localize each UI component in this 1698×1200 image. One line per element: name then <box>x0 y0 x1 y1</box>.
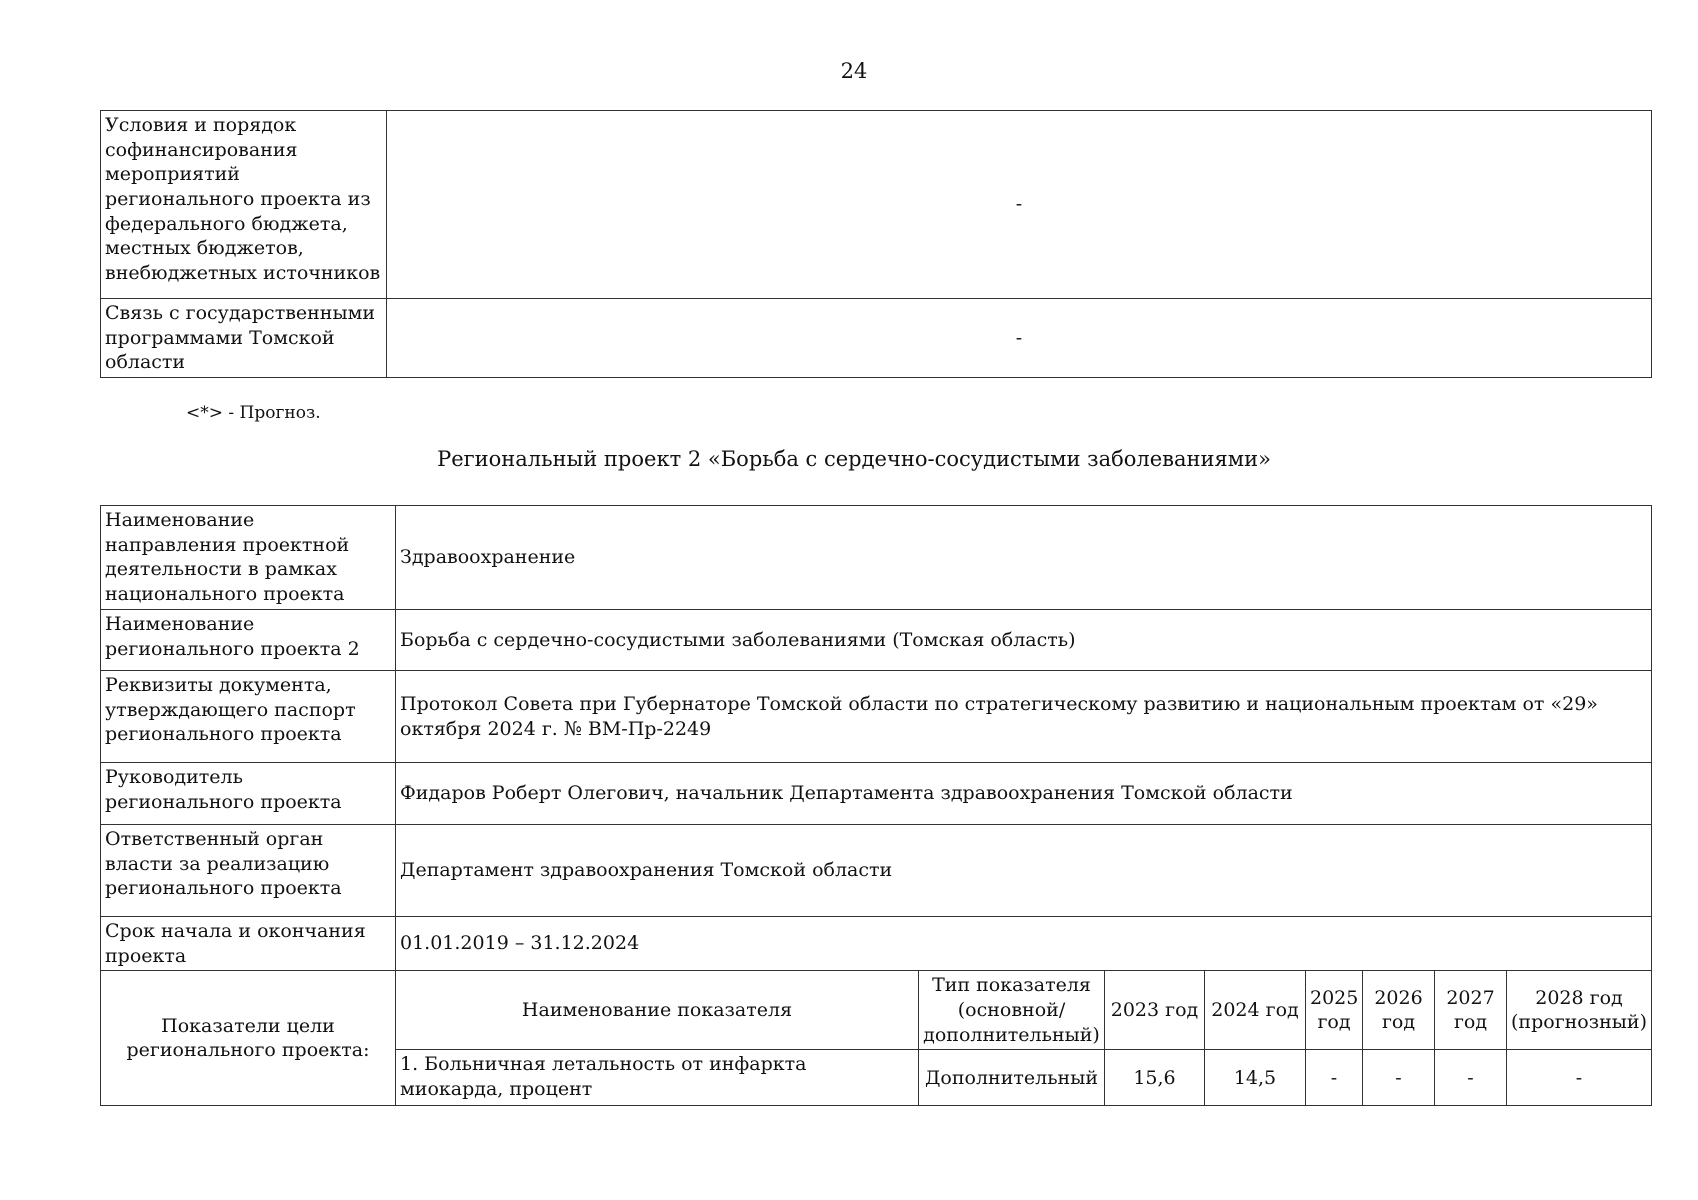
row-label: Реквизиты документа, утверждающего паспорт регионального проекта <box>101 671 396 763</box>
row-value: Протокол Совета при Губернаторе Томской области по стратегическому развитию и национальным проектам от «29» октября 2024 г. № ВМ-Пр-2249 <box>396 671 1652 763</box>
indicator-2024: 14,5 <box>1205 1050 1306 1106</box>
section-title: Региональный проект 2 «Борьба с сердечно-сосудистыми заболеваниями» <box>437 447 1271 471</box>
table-row <box>101 610 1652 671</box>
project-passport-table <box>100 505 1652 1106</box>
row-label: Руководитель регионального проекта <box>101 763 396 825</box>
indicators-label: Показатели цели регионального проекта: <box>101 971 396 1106</box>
row-label: Связь с государственными программами Томской области <box>101 299 387 378</box>
table-row <box>101 299 1652 378</box>
header-name: Наименование показателя <box>396 971 919 1050</box>
header-2027: 2027 год <box>1435 971 1507 1050</box>
row-label: Наименование регионального проекта 2 <box>101 610 396 671</box>
indicator-2028: - <box>1507 1050 1652 1106</box>
indicators-header-row <box>101 971 1652 1050</box>
cofinancing-table <box>100 110 1652 378</box>
indicator-2025: - <box>1306 1050 1363 1106</box>
row-value: Борьба с сердечно-сосудистыми заболеваниями (Томская область) <box>396 610 1652 671</box>
row-value: Фидаров Роберт Олегович, начальник Департамента здравоохранения Томской области <box>396 763 1652 825</box>
indicator-2027: - <box>1435 1050 1507 1106</box>
table-row <box>101 917 1652 971</box>
table-row <box>101 111 1652 299</box>
footnote: <*> - Прогноз. <box>186 403 321 423</box>
header-2025: 2025 год <box>1306 971 1363 1050</box>
header-2028: 2028 год (прогнозный) <box>1507 971 1652 1050</box>
header-2023: 2023 год <box>1105 971 1205 1050</box>
table-row <box>101 506 1652 610</box>
table-row <box>101 763 1652 825</box>
row-value: 01.01.2019 – 31.12.2024 <box>396 917 1652 971</box>
row-label: Условия и порядок софинансирования мероприятий регионального проекта из федерального бюджета, местных бюджетов, внебюджетных источников <box>101 111 387 299</box>
header-2026: 2026 год <box>1363 971 1435 1050</box>
indicator-2023: 15,6 <box>1105 1050 1205 1106</box>
indicator-2026: - <box>1363 1050 1435 1106</box>
header-2024: 2024 год <box>1205 971 1306 1050</box>
table-row <box>101 825 1652 917</box>
table-row <box>101 671 1652 763</box>
indicator-name: 1. Больничная летальность от инфаркта миокарда, процент <box>396 1050 919 1106</box>
page-number: 24 <box>840 59 868 83</box>
row-value: - <box>387 111 1652 299</box>
row-value: - <box>387 299 1652 378</box>
row-label: Срок начала и окончания проекта <box>101 917 396 971</box>
row-label: Ответственный орган власти за реализацию регионального проекта <box>101 825 396 917</box>
row-value: Департамент здравоохранения Томской области <box>396 825 1652 917</box>
row-label: Наименование направления проектной деятельности в рамках национального проекта <box>101 506 396 610</box>
row-value: Здравоохранение <box>396 506 1652 610</box>
header-type: Тип показателя (основной/ дополнительный) <box>919 971 1105 1050</box>
indicator-type: Дополнительный <box>919 1050 1105 1106</box>
